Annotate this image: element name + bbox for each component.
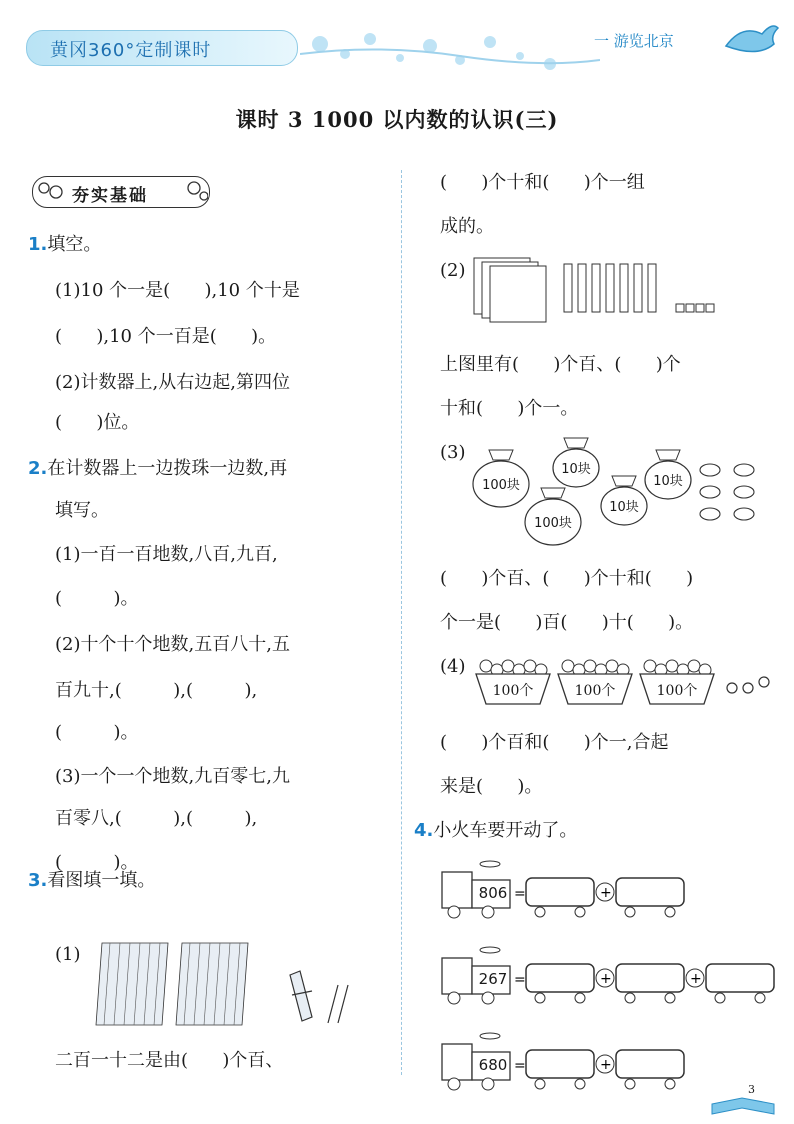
- train-number: 806: [478, 884, 508, 902]
- question-number: 3.: [28, 870, 48, 891]
- question-text: 百九十,( ),( ),: [55, 680, 258, 701]
- question-text: 个一是( )百( )十( )。: [440, 612, 694, 633]
- train-number: 267: [478, 970, 508, 988]
- text-line: [440, 774, 542, 800]
- text-line: [440, 258, 466, 284]
- brand-title: 黄冈360°定制课时: [50, 40, 212, 61]
- money-bag: [644, 448, 692, 500]
- text-line: [55, 498, 109, 524]
- question-text: (4): [440, 656, 466, 677]
- question-text: 填空。: [47, 234, 102, 255]
- question-text: (1): [55, 944, 81, 965]
- question-text: ( ),10 个一百是( )。: [55, 326, 277, 347]
- text-line: [28, 868, 155, 894]
- text-line: [55, 678, 257, 704]
- svg-text:+: +: [600, 971, 612, 987]
- cherries-icon: [724, 666, 774, 696]
- text-line: [55, 370, 290, 396]
- question-text: ( )个百和( )个一,合起: [440, 732, 669, 753]
- text-line: [55, 942, 81, 968]
- basket-label: 100个: [492, 683, 534, 699]
- question-number: 4.: [414, 820, 434, 841]
- text-line: [55, 278, 300, 304]
- unit-label: 一 游览北京: [594, 32, 674, 50]
- text-line: [440, 170, 645, 196]
- train-row: [440, 1030, 780, 1100]
- text-line: [55, 720, 139, 746]
- question-text: 上图里有( )个百、( )个: [440, 354, 681, 375]
- question-text: ( )个十和( )个一组: [440, 172, 645, 193]
- question-text: ( )位。: [55, 412, 140, 433]
- text-line: [440, 214, 494, 240]
- text-line: [28, 232, 101, 258]
- question-text: (1)一百一百地数,八百,九百,: [55, 544, 278, 565]
- money-bag-label: 100块: [534, 516, 572, 531]
- page-number: 3: [748, 1083, 755, 1096]
- fruit-basket: [638, 652, 716, 710]
- text-line: [55, 542, 278, 568]
- text-line: [440, 396, 578, 422]
- money-bag-label: 100块: [482, 478, 520, 493]
- text-line: [55, 632, 290, 658]
- text-line: [28, 456, 287, 482]
- stick-bundles-figure: [90, 935, 370, 1035]
- question-text: 十和( )个一。: [440, 398, 579, 419]
- question-number: 2.: [28, 458, 48, 479]
- fruit-basket: [556, 652, 634, 710]
- question-text: 来是( )。: [440, 776, 543, 797]
- question-text: (3)一个一个地数,九百零七,九: [55, 766, 290, 787]
- bird-icon: [722, 18, 780, 62]
- question-text: (2)计数器上,从右边起,第四位: [55, 372, 290, 393]
- fruit-basket: [474, 652, 552, 710]
- question-text: 小火车要开动了。: [433, 820, 578, 841]
- question-text: (2): [440, 260, 466, 281]
- question-text: (1)10 个一是( ),10 个十是: [55, 280, 300, 301]
- column-divider: [401, 170, 402, 1075]
- question-text: 填写。: [55, 500, 109, 521]
- text-line: [440, 566, 693, 592]
- svg-text:=: =: [514, 972, 526, 988]
- text-line: [440, 730, 668, 756]
- question-text: ( )。: [55, 852, 139, 873]
- question-text: ( )。: [55, 722, 139, 743]
- base-ten-blocks-figure: [472, 256, 722, 326]
- money-bag: [552, 436, 600, 488]
- question-text: 百零八,( ),( ),: [55, 808, 258, 829]
- page-title: 课时 3 1000 以内数的认识(三): [235, 107, 559, 132]
- text-line: [55, 1048, 283, 1074]
- bubble-decoration: [300, 24, 600, 74]
- candies-icon: [694, 462, 774, 528]
- text-line: [440, 654, 466, 680]
- train-row: [440, 858, 780, 928]
- train-number: 680: [478, 1056, 508, 1074]
- text-line: [55, 324, 276, 350]
- text-line: [55, 764, 290, 790]
- money-bag: [524, 486, 582, 546]
- book-icon: [708, 1092, 778, 1116]
- text-line: [55, 586, 139, 612]
- money-bag: [472, 448, 530, 508]
- money-bag-label: 10块: [561, 462, 591, 477]
- question-text: ( )个百、( )个十和( ): [440, 568, 694, 589]
- text-line: [440, 610, 693, 636]
- section-title: 夯实基础: [72, 186, 148, 206]
- question-text: (3): [440, 442, 466, 463]
- money-bag-label: 10块: [653, 474, 683, 489]
- svg-text:=: =: [514, 886, 526, 902]
- question-text: 在计数器上一边拨珠一边数,再: [47, 458, 288, 479]
- basket-label: 100个: [656, 683, 698, 699]
- text-line: [55, 806, 257, 832]
- question-text: (2)十个十个地数,五百八十,五: [55, 634, 290, 655]
- text-line: [440, 440, 466, 466]
- svg-text:=: =: [514, 1058, 526, 1074]
- money-bag: [600, 474, 648, 526]
- svg-text:+: +: [600, 1057, 612, 1073]
- svg-text:+: +: [690, 971, 702, 987]
- question-text: 成的。: [440, 216, 494, 237]
- basket-label: 100个: [574, 683, 616, 699]
- question-number: 1.: [28, 234, 48, 255]
- text-line: [414, 818, 577, 844]
- train-row: [440, 944, 780, 1014]
- question-text: 二百一十二是由( )个百、: [55, 1050, 284, 1071]
- text-line: [55, 410, 139, 436]
- question-text: 看图填一填。: [47, 870, 156, 891]
- text-line: [440, 352, 681, 378]
- svg-text:+: +: [600, 885, 612, 901]
- money-bag-label: 10块: [609, 500, 639, 515]
- question-text: ( )。: [55, 588, 139, 609]
